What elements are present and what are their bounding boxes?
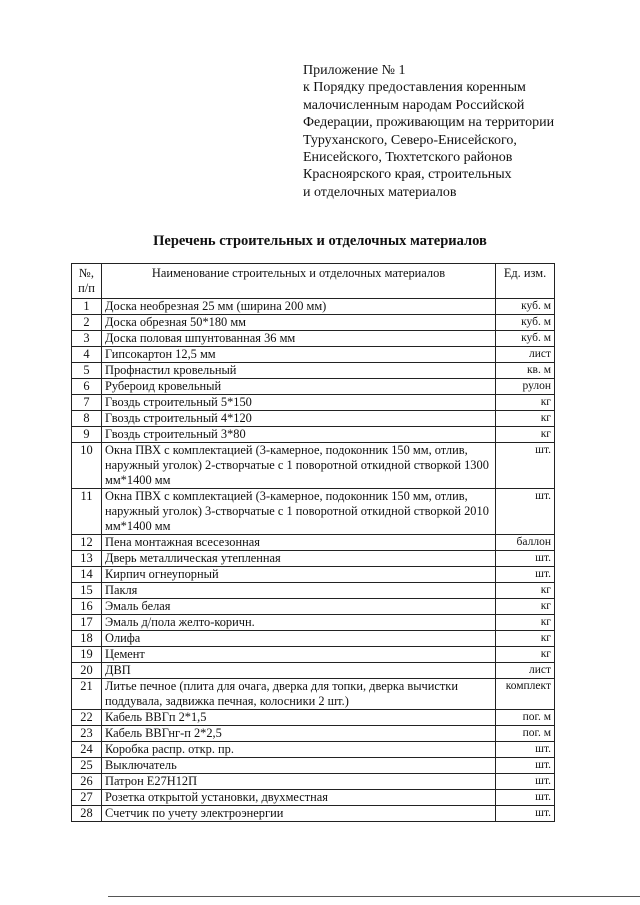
row-name: Гвоздь строительный 3*80 — [102, 427, 496, 443]
table-row — [72, 489, 555, 535]
row-num: 18 — [72, 631, 102, 647]
row-num: 23 — [72, 726, 102, 742]
row-unit: лист — [496, 347, 555, 363]
row-name: Цемент — [102, 647, 496, 663]
table-row — [72, 567, 555, 583]
table-row — [72, 395, 555, 411]
row-unit: шт. — [496, 551, 555, 567]
row-num: 1 — [72, 299, 102, 315]
row-num: 28 — [72, 806, 102, 822]
page-bottom-rule — [108, 896, 640, 897]
table-row — [72, 411, 555, 427]
row-num: 20 — [72, 663, 102, 679]
row-unit: кг — [496, 647, 555, 663]
row-num: 10 — [72, 443, 102, 489]
row-unit: пог. м — [496, 710, 555, 726]
row-num: 8 — [72, 411, 102, 427]
row-name: Окна ПВХ с комплектацией (3-камерное, подоконник 150 мм, отлив, наружный уголок) 2-створчатые с 1 поворотной откидной створкой 1300 мм*1400 мм — [102, 443, 496, 489]
row-num: 21 — [72, 679, 102, 710]
row-unit: шт. — [496, 790, 555, 806]
row-unit: лист — [496, 663, 555, 679]
table-row — [72, 758, 555, 774]
row-name: Дверь металлическая утепленная — [102, 551, 496, 567]
row-unit: шт. — [496, 489, 555, 535]
table-row — [72, 631, 555, 647]
row-unit: шт. — [496, 567, 555, 583]
table-row — [72, 315, 555, 331]
row-name: Патрон Е27Н12П — [102, 774, 496, 790]
row-unit: шт. — [496, 443, 555, 489]
row-name: Окна ПВХ с комплектацией (3-камерное, подоконник 150 мм, отлив, наружный уголок) 3-створчатые с 1 поворотной откидной створкой 2010 мм*1400 мм — [102, 489, 496, 535]
row-num: 13 — [72, 551, 102, 567]
row-name: Гвоздь строительный 4*120 — [102, 411, 496, 427]
row-unit: кг — [496, 411, 555, 427]
row-unit: рулон — [496, 379, 555, 395]
row-num: 17 — [72, 615, 102, 631]
row-unit: пог. м — [496, 726, 555, 742]
table-row — [72, 615, 555, 631]
table-row — [72, 535, 555, 551]
row-num: 25 — [72, 758, 102, 774]
table-row — [72, 299, 555, 315]
row-name: Доска половая шпунтованная 36 мм — [102, 331, 496, 347]
row-num: 27 — [72, 790, 102, 806]
appendix-line: к Порядку предоставления коренным — [303, 80, 526, 96]
appendix-line: Енисейского, Тюхтетского районов — [303, 150, 513, 166]
row-unit: шт. — [496, 806, 555, 822]
appendix-line: Приложение № 1 — [303, 63, 406, 78]
row-unit: куб. м — [496, 315, 555, 331]
table-row — [72, 379, 555, 395]
row-name: Доска обрезная 50*180 мм — [102, 315, 496, 331]
row-name: Пакля — [102, 583, 496, 599]
appendix-line: Туруханского, Северо-Енисейского, — [303, 132, 517, 148]
table-row — [72, 790, 555, 806]
table-row — [72, 363, 555, 379]
row-name: Счетчик по учету электроэнергии — [102, 806, 496, 822]
row-num: 9 — [72, 427, 102, 443]
table-row — [72, 331, 555, 347]
row-unit: шт. — [496, 774, 555, 790]
row-name: Розетка открытой установки, двухместная — [102, 790, 496, 806]
row-name: Гипсокартон 12,5 мм — [102, 347, 496, 363]
row-name: Кирпич огнеупорный — [102, 567, 496, 583]
appendix-line: малочисленным народам Российской — [303, 97, 525, 113]
row-name: Литье печное (плита для очага, дверка для топки, дверка вычистки поддувала, задвижка печная, колосники 2 шт.) — [102, 679, 496, 710]
row-num: 5 — [72, 363, 102, 379]
document-title: Перечень строительных и отделочных материалов — [153, 233, 487, 249]
row-unit: кг — [496, 427, 555, 443]
row-name: ДВП — [102, 663, 496, 679]
table-header-row — [72, 264, 555, 299]
table-row — [72, 806, 555, 822]
appendix-line: Федерации, проживающим на территории — [303, 115, 555, 131]
table-row — [72, 663, 555, 679]
row-num: 22 — [72, 710, 102, 726]
row-name: Доска необрезная 25 мм (ширина 200 мм) — [102, 299, 496, 315]
table-row — [72, 427, 555, 443]
table-row — [72, 710, 555, 726]
row-name: Кабель ВВГп 2*1,5 — [102, 710, 496, 726]
row-unit: баллон — [496, 535, 555, 551]
row-num: 7 — [72, 395, 102, 411]
row-num: 12 — [72, 535, 102, 551]
row-num: 24 — [72, 742, 102, 758]
row-num: 11 — [72, 489, 102, 535]
row-name: Коробка распр. откр. пр. — [102, 742, 496, 758]
row-unit: кг — [496, 615, 555, 631]
header-num: №, п/п — [72, 264, 102, 299]
table-row — [72, 443, 555, 489]
row-name: Пена монтажная всесезонная — [102, 535, 496, 551]
row-name: Олифа — [102, 631, 496, 647]
table-row — [72, 726, 555, 742]
row-name: Рубероид кровельный — [102, 379, 496, 395]
row-unit: шт. — [496, 758, 555, 774]
table-row — [72, 551, 555, 567]
table-row — [72, 774, 555, 790]
row-unit: кг — [496, 395, 555, 411]
table-row — [72, 599, 555, 615]
row-name: Профнастил кровельный — [102, 363, 496, 379]
row-name: Выключатель — [102, 758, 496, 774]
row-num: 2 — [72, 315, 102, 331]
row-name: Кабель ВВГнг-п 2*2,5 — [102, 726, 496, 742]
row-num: 16 — [72, 599, 102, 615]
row-num: 14 — [72, 567, 102, 583]
row-unit: кг — [496, 599, 555, 615]
appendix-line: и отделочных материалов — [303, 184, 457, 200]
row-num: 26 — [72, 774, 102, 790]
table-row — [72, 742, 555, 758]
row-unit: кг — [496, 583, 555, 599]
row-unit: куб. м — [496, 299, 555, 315]
row-unit: кв. м — [496, 363, 555, 379]
header-name: Наименование строительных и отделочных материалов — [102, 264, 496, 299]
table-row — [72, 679, 555, 710]
appendix-block — [303, 62, 603, 201]
row-num: 3 — [72, 331, 102, 347]
appendix-line: Красноярского края, строительных — [303, 167, 512, 183]
row-name: Эмаль белая — [102, 599, 496, 615]
row-name: Эмаль д/пола желто-коричн. — [102, 615, 496, 631]
table-row — [72, 583, 555, 599]
row-name: Гвоздь строительный 5*150 — [102, 395, 496, 411]
table-row — [72, 647, 555, 663]
row-unit: комплект — [496, 679, 555, 710]
row-num: 4 — [72, 347, 102, 363]
row-num: 15 — [72, 583, 102, 599]
materials-table — [71, 263, 555, 822]
table-row — [72, 347, 555, 363]
header-unit: Ед. изм. — [496, 264, 555, 299]
row-unit: куб. м — [496, 331, 555, 347]
row-num: 19 — [72, 647, 102, 663]
row-num: 6 — [72, 379, 102, 395]
row-unit: кг — [496, 631, 555, 647]
row-unit: шт. — [496, 742, 555, 758]
